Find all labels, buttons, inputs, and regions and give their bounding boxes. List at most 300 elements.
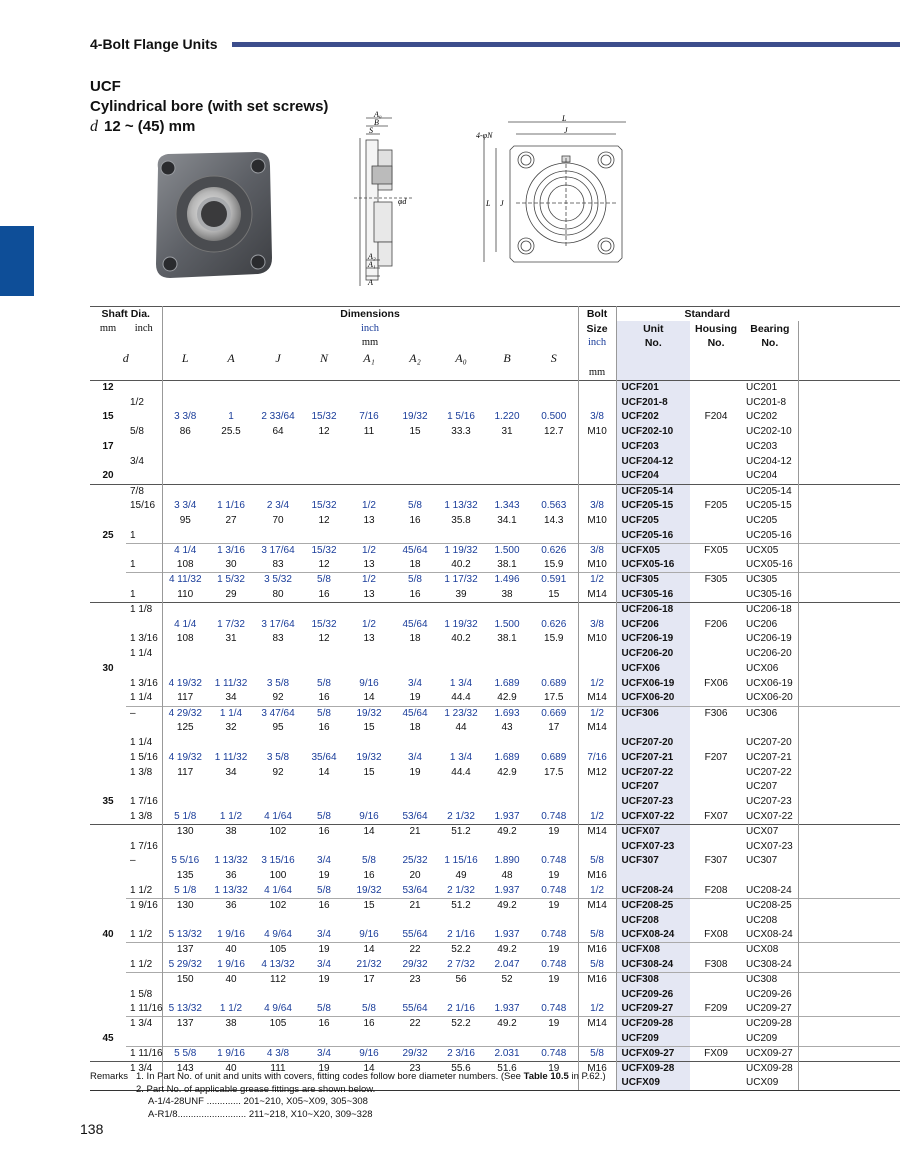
- cell-dimension: 5 13/32: [168, 1003, 202, 1015]
- cell-housing-no: [690, 869, 742, 884]
- cell-dimension: [254, 987, 302, 1002]
- cell-bolt: M14: [578, 898, 616, 913]
- cell-dimension: 3/4: [317, 958, 331, 970]
- cell-dimension: [484, 440, 530, 455]
- cell-bearing-no: UC207-21: [742, 750, 798, 765]
- cell-unit-no: UCF208-25: [616, 898, 690, 913]
- cell-bearing-no: UC205-15: [742, 499, 798, 514]
- cell-dimension: 3 17/64: [254, 543, 302, 558]
- hdr-bolt-inch: inch: [578, 336, 616, 366]
- side-tab: [0, 226, 34, 296]
- cell-dimension: 2 7/32: [447, 958, 475, 970]
- cell-housing-no: FX05: [690, 543, 742, 558]
- cell-housing-no: [690, 588, 742, 603]
- cell-pad: [798, 1032, 900, 1047]
- table-row: [90, 913, 900, 928]
- cell-d-mm: [90, 824, 126, 839]
- front-view-drawing: [476, 112, 636, 272]
- cell-dimension: [162, 736, 208, 751]
- cell-bearing-no: UC206-19: [742, 632, 798, 647]
- table-row: [90, 706, 900, 721]
- cell-housing-no: F209: [704, 1003, 728, 1015]
- cell-dimension: [302, 395, 346, 410]
- cell-dimension: 1 1/4: [208, 706, 254, 721]
- cell-dimension: 3 5/8: [266, 751, 290, 763]
- table-row: [90, 839, 900, 854]
- cell-pad: [798, 898, 900, 913]
- cell-housing-no: [690, 1076, 742, 1091]
- table-row: [90, 662, 900, 677]
- cell-d-mm: 40: [102, 929, 114, 941]
- cell-housing-no: [690, 484, 742, 499]
- cell-dimension: 19: [530, 1061, 578, 1076]
- cell-bearing-no: UC209: [742, 1032, 798, 1047]
- cell-d-mm: [90, 514, 126, 529]
- cell-dimension: 70: [272, 515, 284, 527]
- cell-dimension: 49.2: [484, 824, 530, 839]
- cell-pad: [798, 602, 900, 617]
- cell-dimension: 2 1/16: [447, 929, 475, 941]
- cell-unit-no: UCF307: [616, 854, 690, 869]
- cell-bolt: M14: [578, 824, 616, 839]
- cell-bolt: 1/2: [578, 810, 616, 825]
- cell-dimension: 5/8: [408, 500, 422, 512]
- cell-dimension: [162, 380, 208, 395]
- cell-bolt: [578, 913, 616, 928]
- cell-dimension: [346, 528, 392, 543]
- cell-pad: [798, 913, 900, 928]
- cell-dimension: 19: [530, 1017, 578, 1032]
- hdr-unit: Unit: [616, 321, 690, 336]
- cell-housing-no: [690, 943, 742, 958]
- cell-dimension: 2 33/64: [261, 411, 295, 423]
- cell-bearing-no: UC201: [742, 380, 798, 395]
- cell-unit-no: UCFX05-16: [616, 558, 690, 573]
- cell-dimension: 1 13/32: [444, 500, 478, 512]
- cell-bearing-no: UCX07-23: [742, 839, 798, 854]
- cell-dimension: 20: [409, 870, 421, 882]
- cell-d-mm: [90, 913, 126, 928]
- cell-dimension: 9/16: [346, 1046, 392, 1061]
- cell-d-mm: [90, 425, 126, 440]
- cell-unit-no: UCF209: [616, 1032, 690, 1047]
- cell-dimension: [392, 454, 438, 469]
- cell-d-inch: 1 1/4: [126, 647, 162, 662]
- cell-dimension: 100: [269, 870, 287, 882]
- cell-d-inch: [126, 662, 162, 677]
- cell-unit-no: UCFX07: [616, 824, 690, 839]
- hdr-dim-mm: mm: [162, 336, 578, 351]
- cell-housing-no: [690, 395, 742, 410]
- cell-dimension: 7/16: [359, 411, 379, 423]
- cell-dimension: [208, 380, 254, 395]
- cell-dimension: [392, 380, 438, 395]
- cell-dimension: [484, 469, 530, 484]
- cell-dimension: 21: [392, 824, 438, 839]
- cell-dimension: 9/16: [359, 929, 379, 941]
- cell-d-inch: 1 5/16: [126, 750, 162, 765]
- cell-unit-no: UCFX09-27: [616, 1046, 690, 1061]
- cell-dimension: [302, 602, 346, 617]
- cell-unit-no: UCFX05: [616, 543, 690, 558]
- cell-dimension: [254, 662, 302, 677]
- cell-dimension: [254, 647, 302, 662]
- cell-bearing-no: UC208: [742, 913, 798, 928]
- cell-pad: [798, 869, 900, 884]
- cell-dimension: [208, 780, 254, 795]
- cell-bearing-no: UCX06-19: [742, 676, 798, 691]
- svg-text:4-φN: 4-φN: [476, 131, 493, 140]
- cell-bearing-no: UC209-26: [742, 987, 798, 1002]
- cell-dimension: 15/32: [311, 618, 337, 630]
- cell-dimension: 0.689: [530, 676, 578, 691]
- cell-dimension: [438, 1032, 484, 1047]
- cell-bolt: M10: [578, 558, 616, 573]
- cell-dimension: 1 13/32: [214, 855, 248, 867]
- cell-dimension: [484, 602, 530, 617]
- cell-dimension: 3/4: [317, 929, 331, 941]
- cell-d-inch: [126, 440, 162, 455]
- cell-dimension: 21/32: [356, 958, 382, 970]
- cell-dimension: 29/32: [392, 1046, 438, 1061]
- cell-unit-no: UCF305-16: [616, 588, 690, 603]
- cell-pad: [798, 1017, 900, 1032]
- cell-dimension: [346, 662, 392, 677]
- table-row: [90, 928, 900, 943]
- hdr-sym-A1: A₁: [363, 351, 375, 366]
- cell-bearing-no: UC206-18: [742, 602, 798, 617]
- cell-housing-no: [690, 839, 742, 854]
- cell-housing-no: FX07: [704, 810, 728, 822]
- cell-dimension: 25.5: [221, 426, 241, 438]
- cell-dimension: 95: [179, 515, 191, 527]
- cell-bolt: 7/16: [578, 750, 616, 765]
- cell-dimension: 1 1/16: [217, 500, 245, 512]
- cell-bolt: 1/2: [578, 676, 616, 691]
- cell-unit-no: UCF206-19: [616, 632, 690, 647]
- section-title: 4-Bolt Flange Units: [90, 36, 218, 52]
- cell-dimension: [530, 528, 578, 543]
- cell-dimension: [208, 647, 254, 662]
- cell-d-inch: 1 1/2: [126, 884, 162, 899]
- cell-dimension: 34: [225, 766, 237, 778]
- svg-text:L: L: [562, 114, 567, 123]
- cell-d-mm: [90, 869, 126, 884]
- table-row: [90, 1032, 900, 1047]
- cell-pad: [798, 528, 900, 543]
- cell-bearing-no: UCX07-22: [742, 810, 798, 825]
- cell-unit-no: UCFX07-22: [616, 810, 690, 825]
- cell-unit-no: UCFX07-23: [616, 839, 690, 854]
- cell-dimension: [438, 795, 484, 810]
- cell-d-mm: 17: [102, 441, 114, 453]
- cell-unit-no: UCFX08: [616, 943, 690, 958]
- cell-pad: [798, 662, 900, 677]
- cell-housing-no: [690, 647, 742, 662]
- cell-dimension: 19/32: [346, 706, 392, 721]
- cell-dimension: 15: [363, 722, 375, 734]
- cell-housing-no: [690, 632, 742, 647]
- cell-dimension: [162, 662, 208, 677]
- cell-dimension: [530, 484, 578, 499]
- cell-bolt: [578, 647, 616, 662]
- cell-housing-no: F305: [690, 573, 742, 588]
- cell-dimension: 150: [162, 972, 208, 987]
- cell-bearing-no: UC209-28: [742, 1017, 798, 1032]
- cell-dimension: 0.500: [530, 410, 578, 425]
- cell-d-mm: [90, 943, 126, 958]
- cell-d-mm: [90, 1002, 126, 1017]
- cell-unit-no: UCF305: [616, 573, 690, 588]
- cell-unit-no: UCFX09-28: [616, 1061, 690, 1076]
- cell-bearing-no: UC207: [742, 780, 798, 795]
- cell-bearing-no: UC201-8: [742, 395, 798, 410]
- cell-unit-no: UCF206-18: [616, 602, 690, 617]
- cell-unit-no: UCFX06-20: [616, 691, 690, 706]
- cell-dimension: 102: [254, 898, 302, 913]
- cell-d-mm: [90, 558, 126, 573]
- bore-type-title: Cylindrical bore (with set screws): [90, 98, 329, 115]
- cell-dimension: 1/2: [362, 618, 376, 630]
- cell-dimension: 16: [302, 824, 346, 839]
- table-row: [90, 602, 900, 617]
- table-body: [90, 380, 900, 1090]
- table-row: [90, 795, 900, 810]
- cell-dimension: 14: [318, 766, 330, 778]
- cell-dimension: 56: [438, 972, 484, 987]
- cell-unit-no: UCF205-14: [616, 484, 690, 499]
- cell-dimension: 11: [363, 426, 375, 438]
- cell-dimension: 4 19/32: [168, 677, 202, 689]
- cell-d-inch: 1 11/16: [126, 1002, 162, 1017]
- cell-dimension: 52.2: [438, 943, 484, 958]
- cell-pad: [798, 617, 900, 632]
- table-row: [90, 380, 900, 395]
- cell-pad: [798, 558, 900, 573]
- cell-pad: [798, 454, 900, 469]
- cell-dimension: 12: [318, 426, 330, 438]
- cell-unit-no: UCF202-10: [616, 425, 690, 440]
- cell-dimension: [162, 602, 208, 617]
- cell-dimension: 2.047: [494, 958, 520, 970]
- cell-dimension: [302, 987, 346, 1002]
- cell-dimension: [392, 395, 438, 410]
- cell-bolt: M16: [578, 943, 616, 958]
- cell-dimension: 1 19/32: [438, 543, 484, 558]
- cell-dimension: [392, 795, 438, 810]
- cell-dimension: 17.5: [530, 765, 578, 780]
- cell-dimension: 5 13/32: [168, 929, 202, 941]
- cell-dimension: 16: [363, 870, 375, 882]
- cell-dimension: 3 17/64: [261, 618, 295, 630]
- cell-dimension: 3/4: [302, 1046, 346, 1061]
- cell-dimension: 55/64: [402, 1003, 428, 1015]
- cell-dimension: [438, 780, 484, 795]
- cell-bolt: M14: [578, 721, 616, 736]
- cell-d-mm: [90, 810, 126, 825]
- cell-dimension: [254, 380, 302, 395]
- cell-d-inch: 7/8: [126, 484, 162, 499]
- cell-dimension: 1 7/32: [217, 618, 245, 630]
- cell-dimension: 40: [208, 943, 254, 958]
- cell-housing-no: [690, 1017, 742, 1032]
- table-row: [90, 1017, 900, 1032]
- cell-dimension: 130: [162, 824, 208, 839]
- cell-dimension: [438, 469, 484, 484]
- cell-unit-no: UCF201-8: [616, 395, 690, 410]
- cell-housing-no: [690, 454, 742, 469]
- cell-dimension: 29/32: [402, 958, 428, 970]
- table-row: [90, 395, 900, 410]
- cell-dimension: 5 1/8: [174, 810, 197, 822]
- cell-unit-no: UCF204: [616, 469, 690, 484]
- cell-dimension: 0.748: [530, 884, 578, 899]
- cell-d-mm: [90, 884, 126, 899]
- cell-dimension: 52.2: [438, 1017, 484, 1032]
- cell-d-inch: 5/8: [126, 425, 162, 440]
- cell-dimension: 51.2: [438, 824, 484, 839]
- cell-d-inch: [126, 380, 162, 395]
- cell-d-mm: 30: [102, 663, 114, 675]
- cell-dimension: [346, 795, 392, 810]
- cell-bearing-no: UC205-14: [742, 484, 798, 499]
- cell-housing-no: [690, 425, 742, 440]
- cell-dimension: 14: [346, 943, 392, 958]
- cell-unit-no: UCF205: [616, 514, 690, 529]
- cell-housing-no: [690, 972, 742, 987]
- table-row: [90, 454, 900, 469]
- cell-d-mm: [90, 721, 126, 736]
- cell-dimension: [530, 1032, 578, 1047]
- table-row: [90, 558, 900, 573]
- cell-bearing-no: UC207-20: [742, 736, 798, 751]
- cell-dimension: 44.4: [451, 692, 471, 704]
- cell-dimension: 110: [177, 588, 194, 600]
- cell-dimension: [208, 913, 254, 928]
- cell-dimension: 51.2: [438, 898, 484, 913]
- cell-dimension: 16: [346, 1017, 392, 1032]
- cell-dimension: [438, 395, 484, 410]
- cell-d-inch: [126, 573, 162, 588]
- cell-dimension: [254, 736, 302, 751]
- cell-pad: [798, 588, 900, 603]
- cell-dimension: 1 13/32: [214, 884, 248, 896]
- table-row: [90, 632, 900, 647]
- cell-dimension: 1.937: [494, 1003, 520, 1015]
- cell-dimension: 35.8: [451, 515, 471, 527]
- cell-dimension: 13: [363, 515, 375, 527]
- cell-bearing-no: UC202-10: [742, 425, 798, 440]
- remark-3: A-1/4-28UNF ............. 201~210, X05~X09, 305~308: [148, 1096, 368, 1107]
- cell-dimension: [484, 913, 530, 928]
- cell-dimension: [162, 454, 208, 469]
- cell-housing-no: [690, 736, 742, 751]
- cell-bolt: 5/8: [578, 1046, 616, 1061]
- cell-dimension: 4 1/64: [264, 884, 292, 896]
- size-range-title: [90, 118, 195, 136]
- cell-dimension: 12.7: [530, 425, 578, 440]
- cell-d-mm: 12: [90, 380, 126, 395]
- cell-dimension: 32: [225, 722, 237, 734]
- cell-dimension: 38: [208, 824, 254, 839]
- size-range: 12 ~ (45) mm: [104, 118, 196, 135]
- cell-pad: [798, 1076, 900, 1091]
- cell-bolt: M10: [578, 632, 616, 647]
- cell-bearing-no: UC208-25: [742, 898, 798, 913]
- cell-dimension: 1.937: [494, 929, 520, 941]
- cell-d-inch: [126, 410, 162, 425]
- cell-dimension: [484, 736, 530, 751]
- cell-dimension: 3 47/64: [254, 706, 302, 721]
- cell-pad: [798, 987, 900, 1002]
- cell-dimension: [484, 647, 530, 662]
- hdr-inch: inch: [126, 321, 162, 336]
- cell-dimension: [392, 913, 438, 928]
- cell-dimension: 18: [409, 722, 421, 734]
- cell-dimension: [438, 528, 484, 543]
- cell-dimension: 17: [530, 721, 578, 736]
- cell-dimension: [302, 736, 346, 751]
- cell-dimension: 4 29/32: [162, 706, 208, 721]
- cell-bearing-no: UCX05: [742, 543, 798, 558]
- cell-d-inch: 1 11/16: [126, 1046, 162, 1061]
- cell-dimension: [162, 780, 208, 795]
- cell-dimension: [438, 839, 484, 854]
- cell-dimension: 3 5/32: [254, 573, 302, 588]
- cell-bolt: M10: [578, 425, 616, 440]
- cell-pad: [798, 1046, 900, 1061]
- table-row: [90, 499, 900, 514]
- cell-bearing-no: UC208-24: [742, 884, 798, 899]
- cell-dimension: [438, 484, 484, 499]
- cell-dimension: 13: [363, 588, 375, 600]
- cell-dimension: 2 1/32: [447, 884, 475, 896]
- cell-dimension: [438, 913, 484, 928]
- cell-dimension: 34: [225, 692, 237, 704]
- cell-unit-no: UCF203: [616, 440, 690, 455]
- cell-dimension: 36: [225, 870, 237, 882]
- cell-dimension: [484, 484, 530, 499]
- cell-dimension: 0.748: [530, 1002, 578, 1017]
- cell-dimension: [302, 380, 346, 395]
- cell-d-inch: 1 3/4: [126, 1061, 162, 1076]
- cell-dimension: [208, 839, 254, 854]
- cell-bearing-no: UCX09: [742, 1076, 798, 1091]
- cell-housing-no: F204: [704, 411, 728, 423]
- cell-housing-no: F206: [704, 618, 728, 630]
- cell-dimension: 1 15/16: [444, 855, 478, 867]
- hdr-housing-no: No.: [707, 337, 725, 350]
- cell-bearing-no: UCX07: [742, 824, 798, 839]
- hdr-sym-B: B: [503, 351, 511, 366]
- cell-bearing-no: UC207-22: [742, 765, 798, 780]
- cell-housing-no: [690, 913, 742, 928]
- cell-dimension: [530, 913, 578, 928]
- cell-dimension: [484, 987, 530, 1002]
- cell-housing-no: [690, 662, 742, 677]
- cell-dimension: 4 1/4: [174, 618, 197, 630]
- cell-housing-no: F207: [704, 751, 728, 763]
- cell-dimension: 25/32: [402, 855, 428, 867]
- cell-dimension: 14: [346, 1061, 392, 1076]
- cell-unit-no: UCF205-15: [616, 499, 690, 514]
- cell-bolt: M14: [578, 691, 616, 706]
- cell-dimension: 5 1/8: [174, 884, 197, 896]
- cell-dimension: [530, 839, 578, 854]
- cell-bearing-no: UC206-20: [742, 647, 798, 662]
- cell-unit-no: UCF207-21: [616, 750, 690, 765]
- svg-text:φd: φd: [398, 197, 407, 206]
